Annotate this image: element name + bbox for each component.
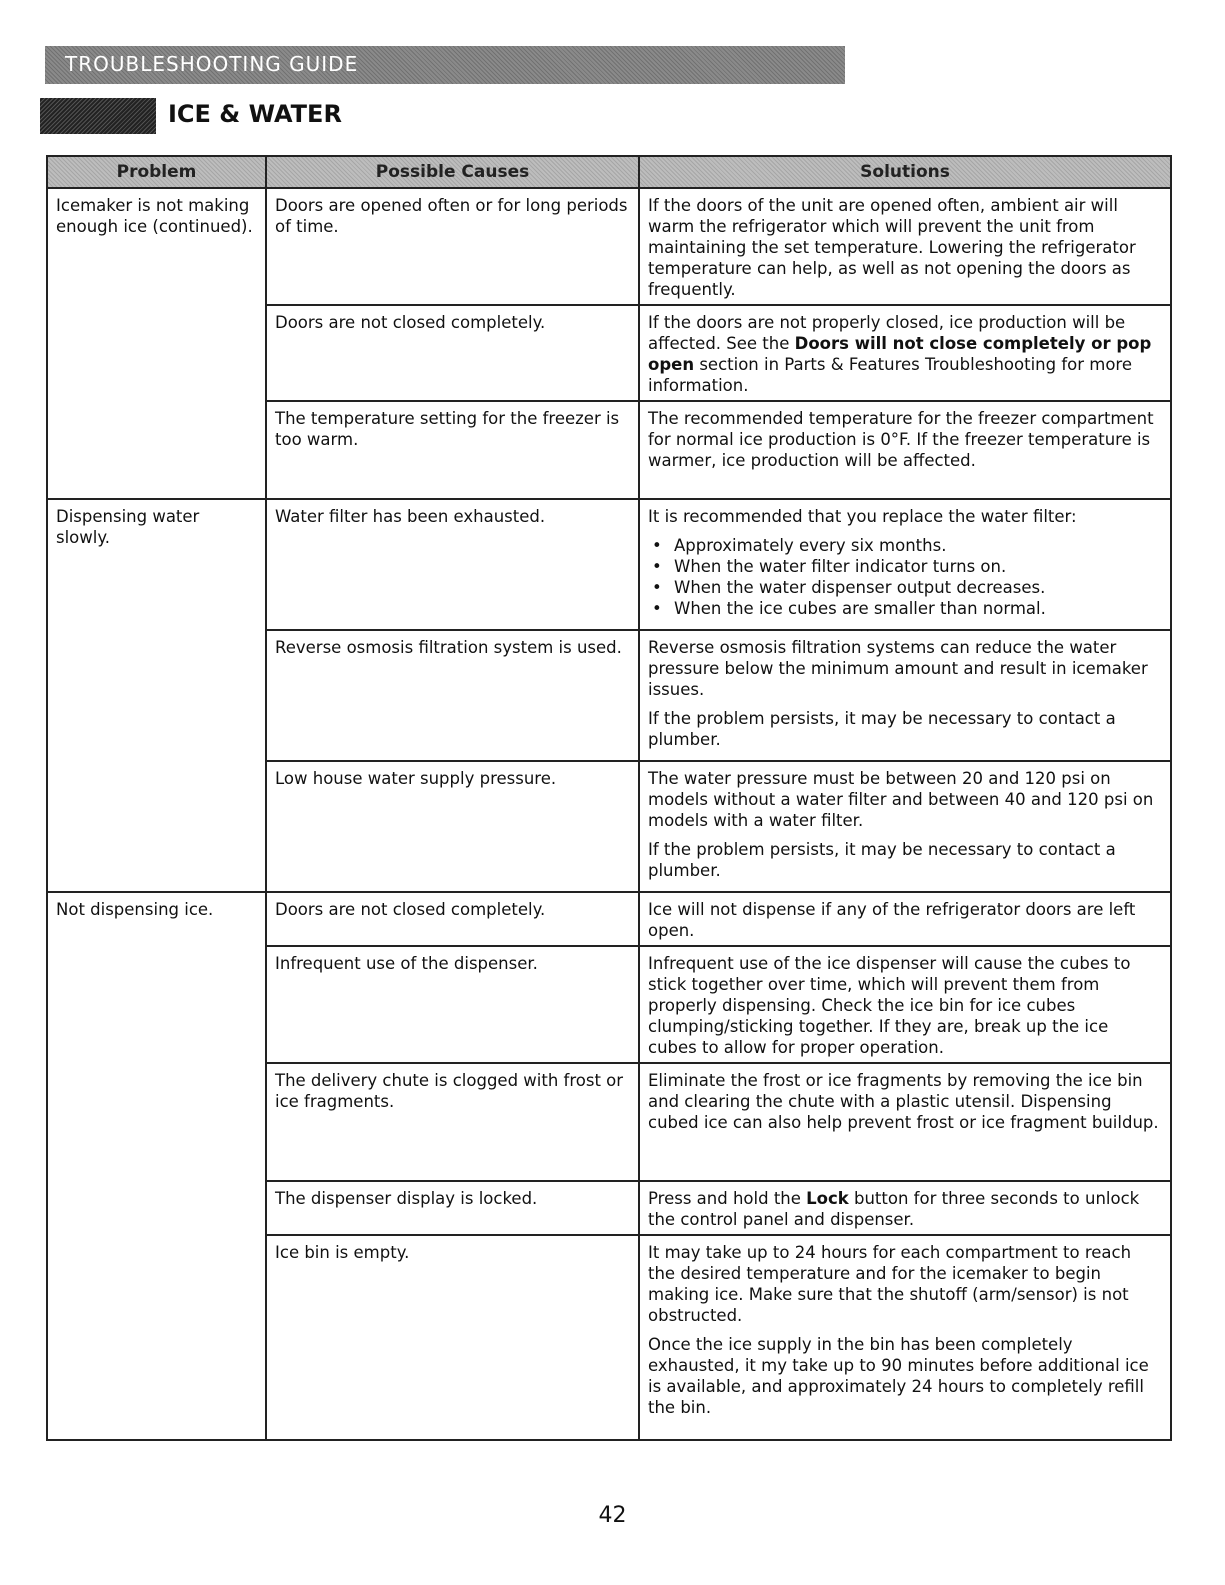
table-header-row (47, 156, 1171, 188)
table-row (47, 188, 1171, 305)
solution-cell (639, 946, 1171, 1063)
page-number: 42 (598, 1503, 627, 1528)
problem-cell: Icemaker is not making enough ice (continued). (47, 188, 266, 499)
solution-text-secondary: If the problem persists, it may be necessary to contact a plumber. (648, 840, 1116, 880)
cause-cell: The temperature setting for the freezer is too warm. (266, 401, 639, 499)
solution-cell (639, 499, 1171, 630)
section-banner (45, 46, 845, 84)
solution-text: Reverse osmosis filtration systems can reduce the water pressure below the minimum amount and result in icemaker issues. (648, 638, 1148, 699)
cause-cell: Ice bin is empty. (266, 1235, 639, 1440)
list-item: • Approximately every six months. (674, 535, 1162, 556)
section-reference: Doors will not close completely or pop open (648, 334, 1152, 374)
cause-cell: Reverse osmosis filtration system is used. (266, 630, 639, 761)
solution-text-post: button for three seconds to unlock the control panel and dispenser. (648, 1189, 1140, 1229)
column-header-problem: Problem (47, 156, 266, 188)
solution-cell (639, 401, 1171, 499)
list-item: • When the water filter indicator turns on. (674, 556, 1162, 577)
section-marker-block (40, 98, 156, 134)
solution-cell (639, 305, 1171, 401)
cause-cell: Low house water supply pressure. (266, 761, 639, 892)
problem-cell: Not dispensing ice. (47, 892, 266, 1440)
cause-cell: The delivery chute is clogged with frost or ice fragments. (266, 1063, 639, 1181)
bullet-list (648, 535, 1162, 619)
solution-cell (639, 1063, 1171, 1181)
solution-text: Ice will not dispense if any of the refrigerator doors are left open. (648, 900, 1136, 940)
cause-cell: Doors are not closed completely. (266, 305, 639, 401)
list-item: • When the ice cubes are smaller than normal. (674, 598, 1162, 619)
solution-cell (639, 188, 1171, 305)
solution-cell (639, 761, 1171, 892)
solution-text: Infrequent use of the ice dispenser will cause the cubes to stick together over time, which will prevent them from properly dispensing. Check the ice bin for ice cubes clumping/sticking together. If they are, break up the ice cubes to allow for proper operation. (648, 954, 1131, 1057)
table-row (47, 892, 1171, 946)
solution-text-pre: If the doors are not properly closed, ice production will be affected. See the (648, 313, 1126, 353)
cause-cell: Doors are not closed completely. (266, 892, 639, 946)
table-row (47, 499, 1171, 630)
solution-text-pre: Press and hold the (648, 1189, 807, 1208)
column-header-causes: Possible Causes (266, 156, 639, 188)
solution-cell (639, 1235, 1171, 1440)
cause-cell: The dispenser display is locked. (266, 1181, 639, 1235)
solution-text-secondary: Once the ice supply in the bin has been completely exhausted, it my take up to 90 minutes before additional ice is available, and approximately 24 hours to completely refill the bin. (648, 1335, 1149, 1417)
solution-text-post: section in Parts & Features Troubleshooting for more information. (648, 355, 1132, 395)
solution-cell (639, 1181, 1171, 1235)
cause-cell: Doors are opened often or for long periods of time. (266, 188, 639, 305)
section-title: ICE & WATER (168, 100, 342, 128)
solution-text: It may take up to 24 hours for each compartment to reach the desired temperature and for the icemaker to begin making ice. Make sure that the shutoff (arm/sensor) is not obstructed. (648, 1243, 1132, 1325)
solution-text: The water pressure must be between 20 and 120 psi on models without a water filter and between 40 and 120 psi on models with a water filter. (648, 769, 1154, 830)
problem-cell: Dispensing water slowly. (47, 499, 266, 892)
lock-button-reference: Lock (806, 1189, 849, 1208)
cause-cell: Infrequent use of the dispenser. (266, 946, 639, 1063)
troubleshooting-table (46, 155, 1172, 1441)
cause-cell: Water filter has been exhausted. (266, 499, 639, 630)
solution-text (648, 312, 1162, 396)
solution-text-secondary: If the problem persists, it may be necessary to contact a plumber. (648, 709, 1116, 749)
solution-text: The recommended temperature for the freezer compartment for normal ice production is 0°F. If the freezer temperature is warmer, ice production will be affected. (648, 409, 1154, 470)
solution-cell (639, 630, 1171, 761)
solution-text (648, 1188, 1162, 1230)
banner-title: TROUBLESHOOTING GUIDE (65, 52, 359, 76)
solution-cell (639, 892, 1171, 946)
solution-text: It is recommended that you replace the water filter: (648, 507, 1077, 526)
column-header-solutions: Solutions (639, 156, 1171, 188)
solution-text: If the doors of the unit are opened often, ambient air will warm the refrigerator which will prevent the unit from maintaining the set temperature. Lowering the refrigerator temperature can help, as well as not opening the doors as frequently. (648, 196, 1136, 299)
solution-text: Eliminate the frost or ice fragments by removing the ice bin and clearing the chute with a plastic utensil. Dispensing cubed ice can also help prevent frost or ice fragment buildup. (648, 1071, 1159, 1132)
list-item: • When the water dispenser output decreases. (674, 577, 1162, 598)
